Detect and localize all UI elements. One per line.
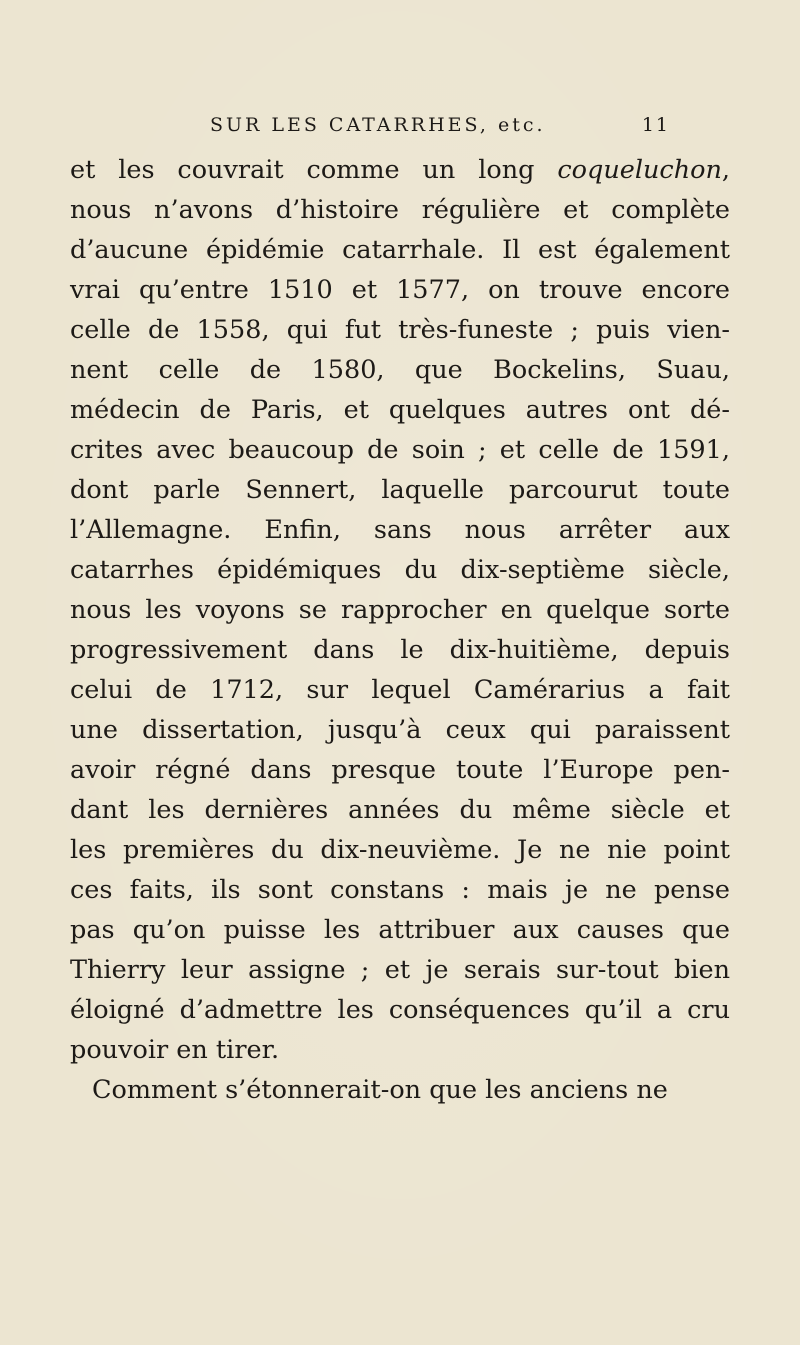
text-line: nous les voyons se rapprocher en quelque sorte [70,595,730,625]
running-head [210,114,730,144]
text-line: pouvoir en tirer. [70,1035,280,1065]
text-line: Thierry leur assigne ; et je serais sur-tout bien [70,955,730,985]
text-line: crites avec beaucoup de soin ; et celle de 1591, [70,435,730,465]
text-line: ces faits, ils sont constans : mais je ne pense [70,875,730,905]
text-line: celle de 1558, qui fut très-funeste ; puis vien- [70,315,730,345]
text-line: pas qu’on puisse les attribuer aux causes que [70,915,730,945]
text-line: avoir régné dans presque toute l’Europe pen- [70,755,730,785]
text-line: dant les dernières années du même siècle et [70,795,730,825]
text-line: celui de 1712, sur lequel Camérarius a fait [70,675,730,705]
text-line: Comment s’étonnerait-on que les anciens ne [92,1075,668,1105]
text-line: vrai qu’entre 1510 et 1577, on trouve encore [70,275,730,305]
page-number: 11 [641,114,670,136]
text-line: éloigné d’admettre les conséquences qu’il a cru [70,995,730,1025]
running-head-title: SUR LES CATARRHES, etc. [210,114,546,136]
text-line: progressivement dans le dix-huitième, depuis [70,635,730,665]
text-line: dont parle Sennert, laquelle parcourut toute [70,475,730,505]
text-line: une dissertation, jusqu’à ceux qui paraissent [70,715,730,745]
text-line: nous n’avons d’histoire régulière et complète [70,195,730,225]
text-line: catarrhes épidémiques du dix-septième siècle, [70,555,730,585]
text-line: et les couvrait comme un long coqueluchon, [70,155,730,185]
text-line: nent celle de 1580, que Bockelins, Suau, [70,355,730,385]
text-line: médecin de Paris, et quelques autres ont dé- [70,395,730,425]
text-line: l’Allemagne. Enfin, sans nous arrêter aux [70,515,730,545]
text-line: d’aucune épidémie catarrhale. Il est également [70,235,730,265]
text-line: les premières du dix-neuvième. Je ne nie point [70,835,730,865]
